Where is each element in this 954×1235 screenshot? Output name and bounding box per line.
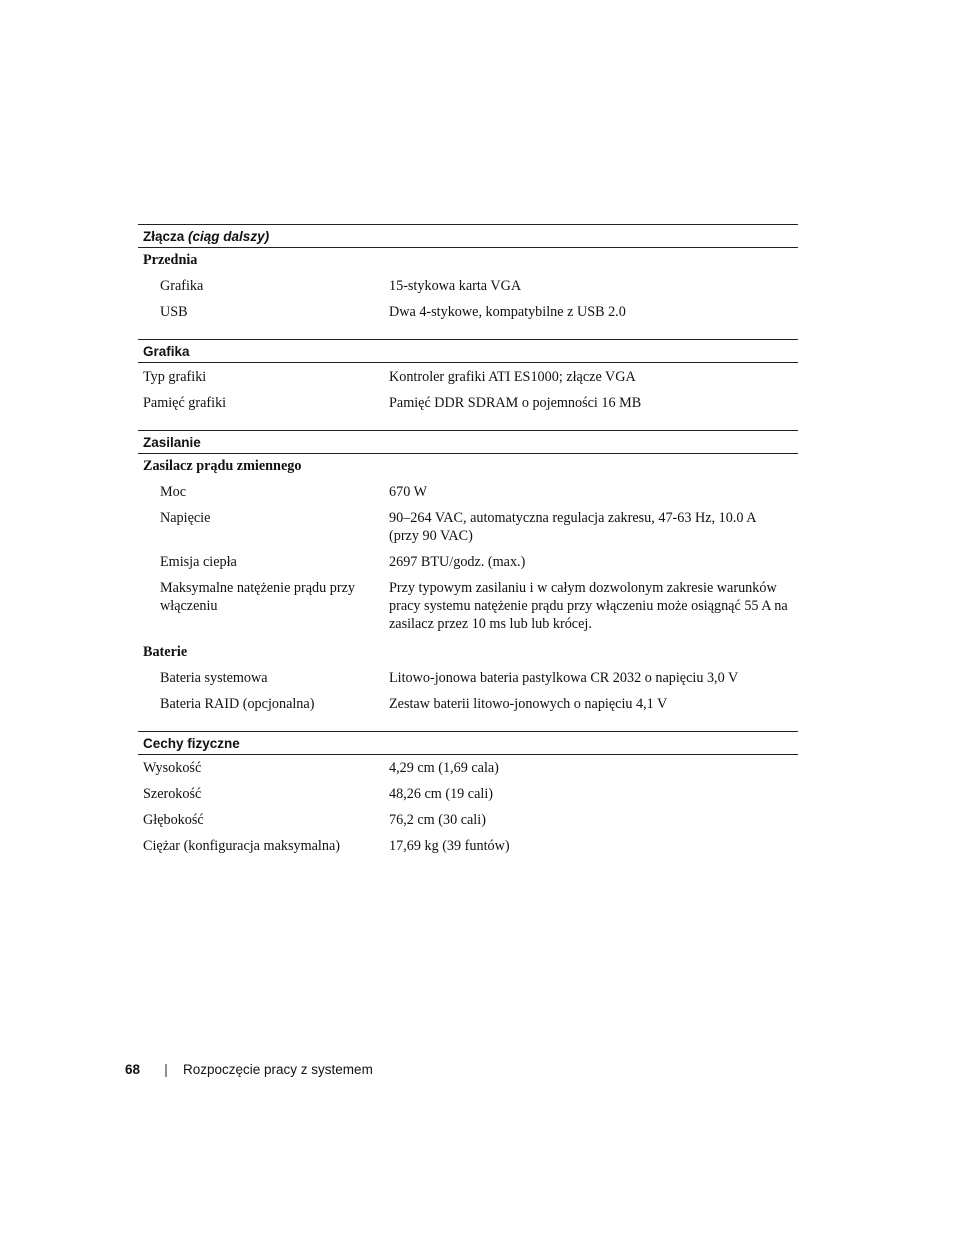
section-header-grafika: Grafika [138,339,798,363]
row-key: Wysokość [143,760,202,776]
table-row [138,575,798,637]
section-header-zasilanie: Zasilanie [138,430,798,454]
chapter-title: Rozpoczęcie pracy z systemem [183,1062,373,1077]
table-row [138,549,798,575]
row-value: Litowo-jonowa bateria pastylkowa CR 2032 o napięciu 3,0 V [389,670,739,686]
table-row [138,755,798,781]
page-number: 68 [125,1062,141,1077]
table-row [138,273,798,299]
subsection-przednia: Przednia [143,252,198,268]
row-value: Przy typowym zasilaniu i w całym dozwolonym zakresie warunków pracy systemu natężenie prądu przy włączeniu może osiągnąć 55 A na zasilacz przez 10 ms lub lub krócej. [389,580,788,632]
row-key: Bateria systemowa [160,670,268,686]
table-row [138,807,798,833]
table-row [138,781,798,807]
subsection-baterie: Baterie [143,644,188,660]
row-key: Grafika [160,278,204,294]
row-key: Emisja ciepła [160,554,237,570]
table-row [138,390,798,416]
row-value: 90–264 VAC, automatyczna regulacja zakresu, 47-63 Hz, 10.0 A (przy 90 VAC) [389,510,756,544]
section-title: Złącza [143,229,185,244]
row-value: Pamięć DDR SDRAM o pojemności 16 MB [389,395,642,411]
row-key: Głębokość [143,812,204,828]
row-value: 2697 BTU/godz. (max.) [389,554,526,570]
footer-separator: | [164,1062,168,1077]
row-key: Ciężar (konfiguracja maksymalna) [143,838,340,854]
row-value: 670 W [389,484,427,500]
row-key: Bateria RAID (opcjonalna) [160,696,315,712]
table-row [138,833,798,859]
row-value: 76,2 cm (30 cali) [389,812,486,828]
row-key: USB [160,304,188,320]
table-row [138,691,798,717]
row-value: Dwa 4-stykowe, kompatybilne z USB 2.0 [389,304,626,320]
section-header-zlacza [138,224,798,248]
subsection-zasilacz: Zasilacz prądu zmiennego [143,458,302,474]
row-value: 4,29 cm (1,69 cala) [389,760,499,776]
row-key: Typ grafiki [143,369,207,385]
section-header-cechy: Cechy fizyczne [138,731,798,755]
row-key: Moc [160,484,187,500]
table-row [138,364,798,390]
table-row [138,665,798,691]
row-value: 48,26 cm (19 cali) [389,786,494,802]
row-key: Szerokość [143,786,202,802]
page-footer [125,1062,373,1077]
table-row [138,505,798,549]
row-key: Pamięć grafiki [143,395,227,411]
section-title-suffix: (ciąg dalszy) [188,229,270,244]
row-value: Zestaw baterii litowo-jonowych o napięciu 4,1 V [389,696,668,712]
spec-table [138,224,798,859]
row-key: Napięcie [160,510,211,526]
row-value: Kontroler grafiki ATI ES1000; złącze VGA [389,369,636,385]
row-value: 15-stykowa karta VGA [389,278,522,294]
table-row [138,479,798,505]
table-row [138,299,798,325]
row-value: 17,69 kg (39 funtów) [389,838,510,854]
row-key: Maksymalne natężenie prądu przy włączeniu [160,580,355,614]
